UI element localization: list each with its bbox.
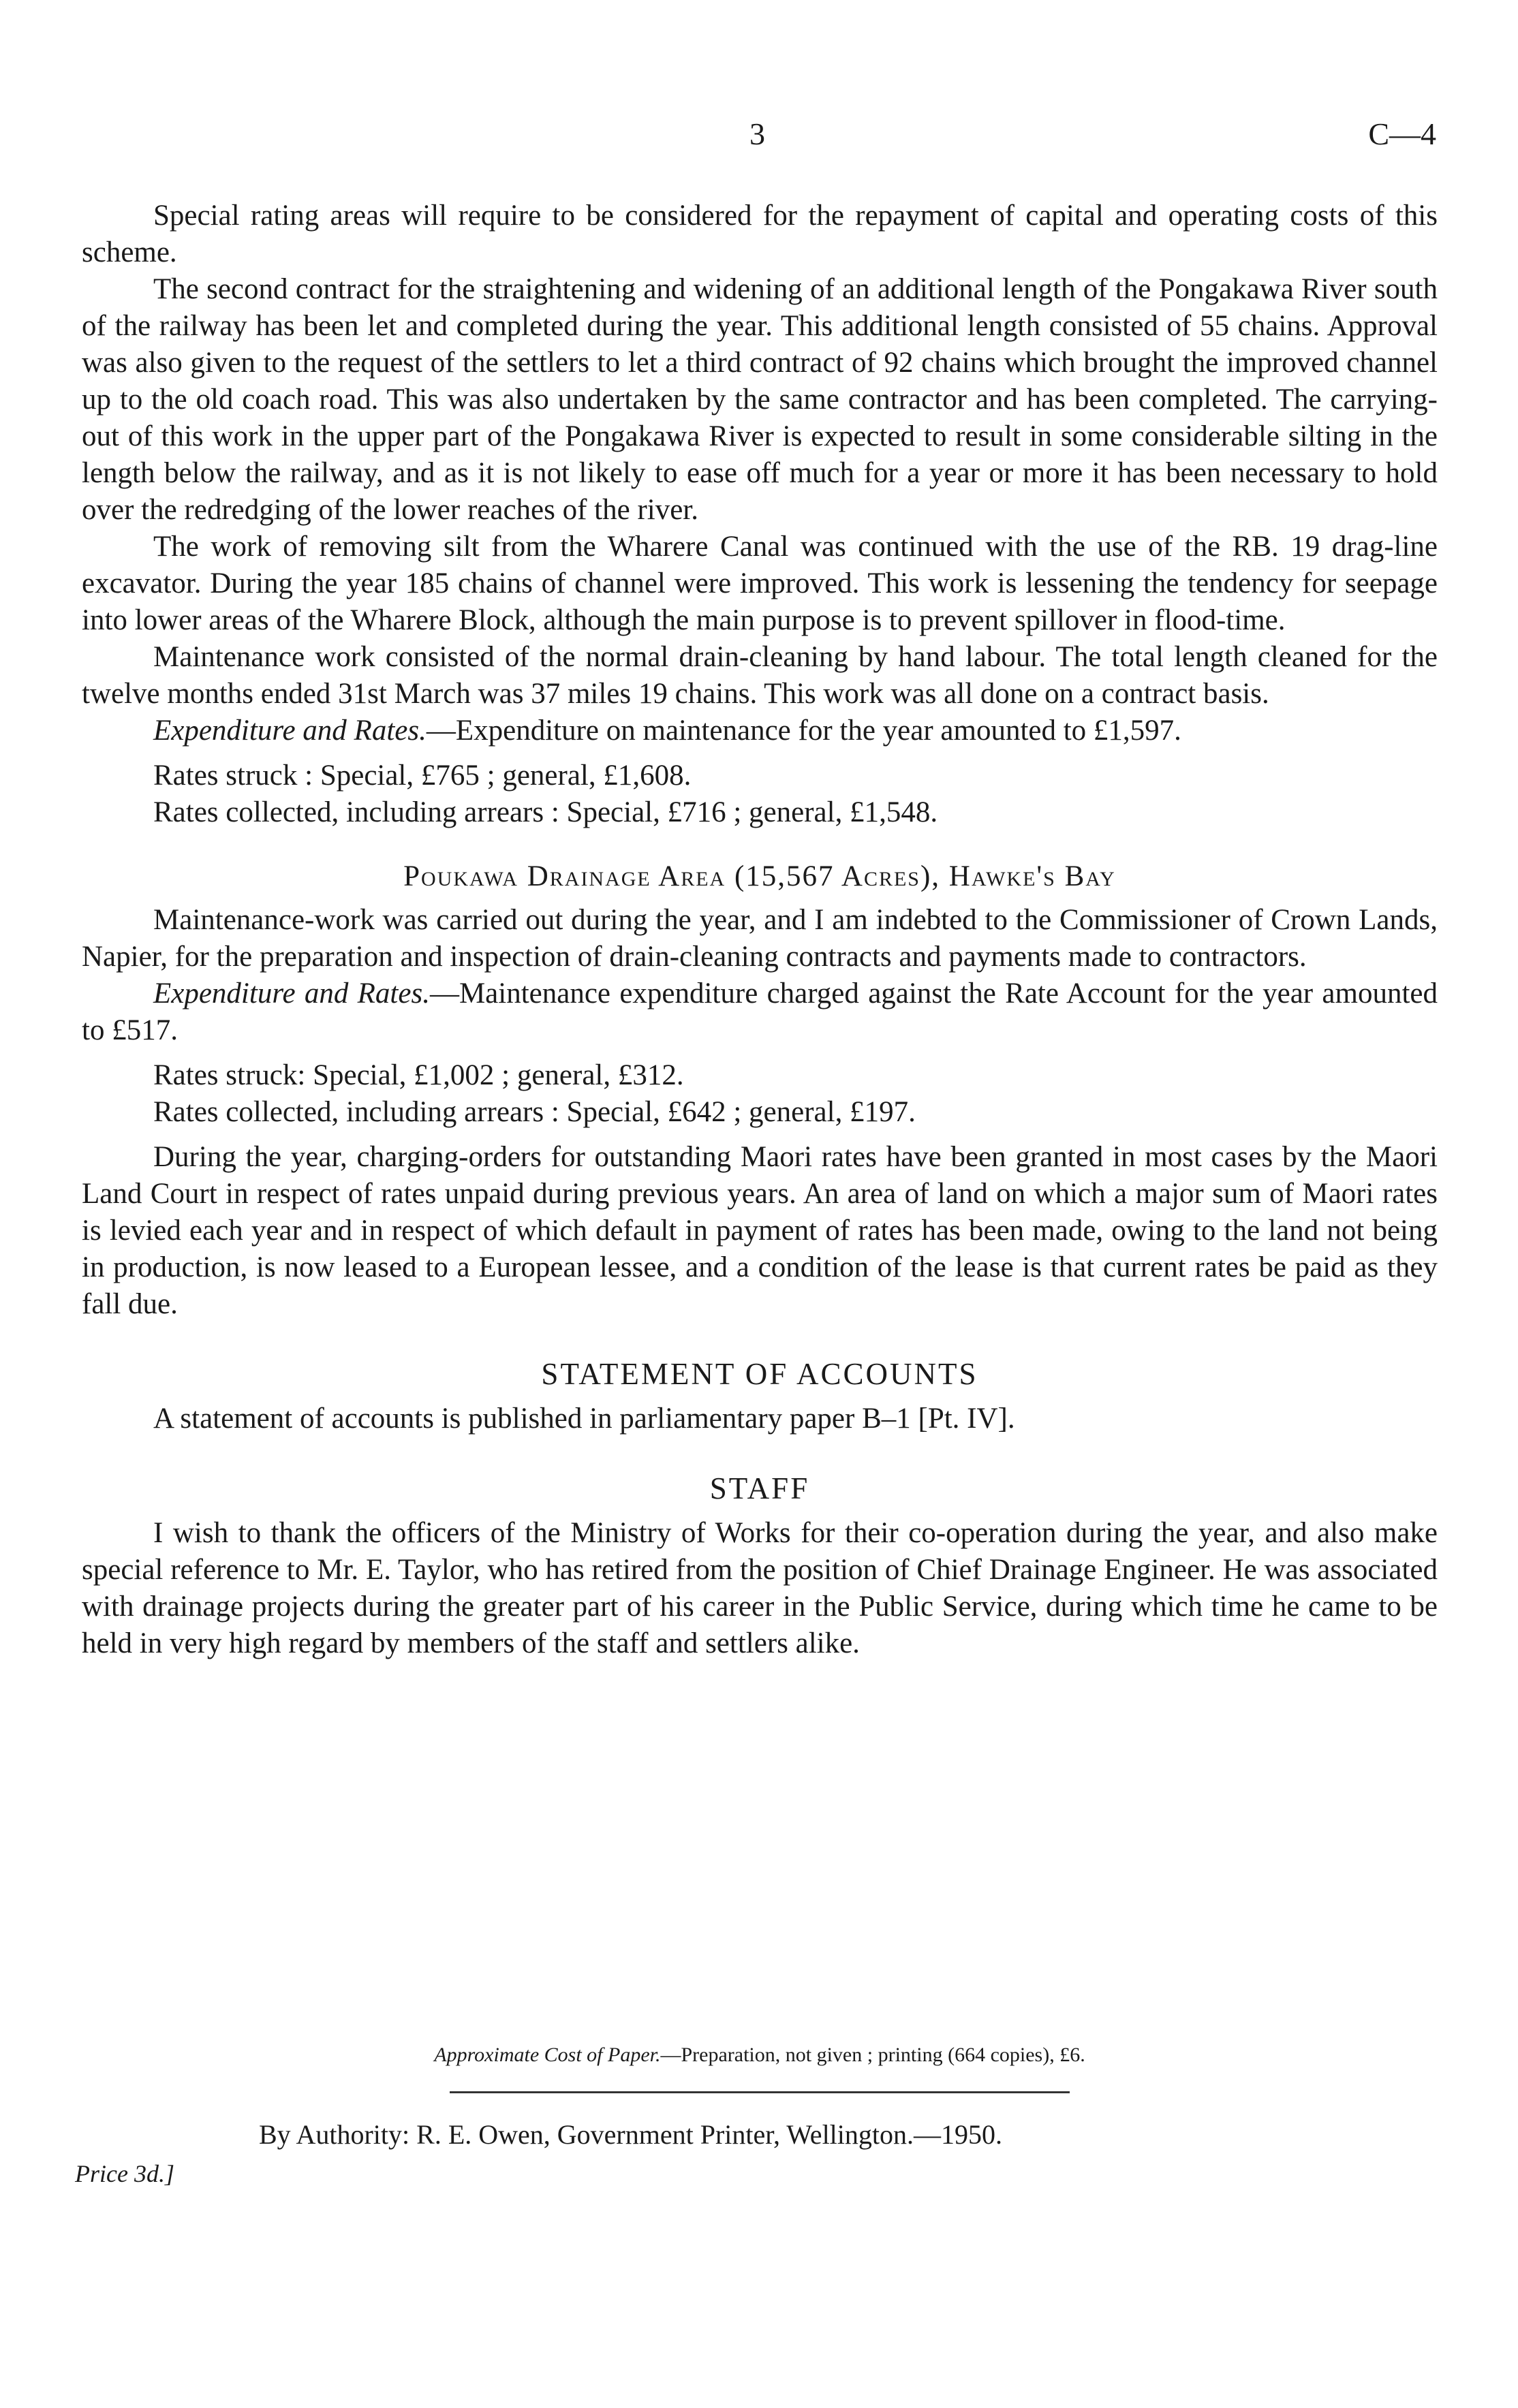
expenditure-paragraph xyxy=(82,713,1438,749)
page-number: 3 xyxy=(749,116,765,151)
price: Price 3d.] xyxy=(75,2160,174,2187)
paper-reference: C—4 xyxy=(1368,116,1436,151)
paragraph: The work of removing silt from the Wharere Canal was continued with the use of the RB. 19 drag-line excavator. During the year 185 chains of channel were improved. This work is lessening the tendency for seepage into lower areas of the Wharere Block, although the main purpose is to prevent spillover in flood-time. xyxy=(82,531,1438,636)
paragraph: Special rating areas will require to be considered for the repayment of capital and operating costs of this scheme. xyxy=(82,200,1438,268)
divider xyxy=(450,2091,1070,2093)
expenditure-label: Expenditure and Rates. xyxy=(153,978,430,1010)
printer-authority: By Authority: R. E. Owen, Government Printer, Wellington.—1950. xyxy=(259,2119,1003,2150)
section-heading-staff: STAFF xyxy=(709,1471,810,1505)
cost-text: —Preparation, not given ; printing (664 copies), £6. xyxy=(660,2044,1085,2066)
rates-struck: Rates struck: Special, £1,002 ; general, £312. xyxy=(153,1059,684,1091)
cost-footnote xyxy=(82,2044,1438,2067)
expenditure-text: —Expenditure on maintenance for the year amounted to £1,597. xyxy=(426,715,1181,747)
section-heading-poukawa: Poukawa Drainage Area (15,567 Acres), Hawke's Bay xyxy=(403,860,1116,892)
paragraph: Maintenance work consisted of the normal drain-cleaning by hand labour. The total length cleaned for the twelve months ended 31st March was 37 miles 19 chains. This work was all done on a contract basis. xyxy=(82,641,1438,710)
expenditure-label: Expenditure and Rates. xyxy=(153,715,427,747)
paragraph: A statement of accounts is published in parliamentary paper B–1 [Pt. IV]. xyxy=(153,1403,1015,1435)
rates-struck: Rates struck : Special, £765 ; general, £1,608. xyxy=(153,760,692,792)
expenditure-paragraph xyxy=(82,975,1438,1049)
paragraph: During the year, charging-orders for outstanding Maori rates have been granted in most cases by the Maori Land Court in respect of rates unpaid during previous years. An area of land on which a major sum of Maori rates is levied each year and in respect of which default in payment of rates has been made, owing to the land not being in production, is now leased to a European lessee, and a condition of the lease is that current rates be paid as they fall due. xyxy=(82,1141,1438,1320)
section-heading-accounts: STATEMENT OF ACCOUNTS xyxy=(541,1357,978,1391)
paragraph: Maintenance-work was carried out during the year, and I am indebted to the Commissioner of Crown Lands, Napier, for the preparation and inspection of drain-cleaning contracts and payments made to contractors. xyxy=(82,904,1438,973)
document-body xyxy=(82,198,1438,1662)
rates-collected: Rates collected, including arrears : Special, £642 ; general, £197. xyxy=(153,1096,916,1128)
paragraph: The second contract for the straightening and widening of an additional length of the Pongakawa River south of the railway has been let and completed during the year. This additional length consisted of 55 chains. Approval was also given to the request of the settlers to let a third contract of 92 chains which brought the improved channel up to the old coach road. This was also undertaken by the same contractor and has been completed. The carrying-out of this work in the upper part of the Pongakawa River is expected to result in some considerable silting in the length below the railway, and as it is not likely to ease off much for a year or more it has been necessary to hold over the redredging of the lower reaches of the river. xyxy=(82,273,1438,526)
expenditure-text: —Maintenance expenditure charged against the Rate Account for the year amounted to £517. xyxy=(82,978,1438,1046)
cost-label: Approximate Cost of Paper. xyxy=(434,2044,661,2066)
paragraph: I wish to thank the officers of the Ministry of Works for their co-operation during the year, and also make special reference to Mr. E. Taylor, who has retired from the position of Chief Drainage Engineer. He was associated with drainage projects during the greater part of his career in the Public Service, during which time he came to be held in very high regard by members of the staff and settlers alike. xyxy=(82,1517,1438,1659)
rates-collected: Rates collected, including arrears : Special, £716 ; general, £1,548. xyxy=(153,796,938,828)
page-header xyxy=(0,116,1518,163)
